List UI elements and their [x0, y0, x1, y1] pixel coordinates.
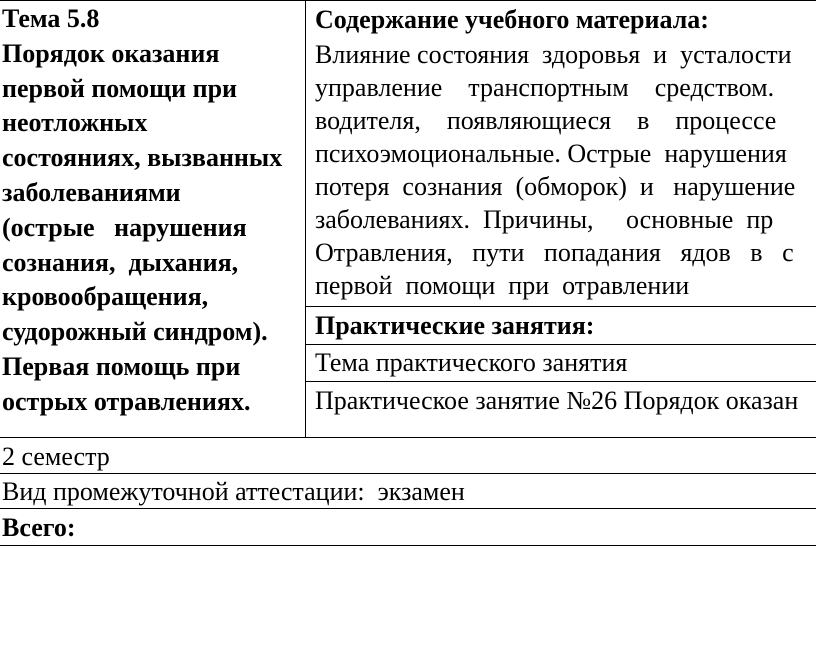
topic-line: сознания, дыхания, [2, 247, 239, 277]
content-line: первой помощи при отравлении [315, 271, 690, 300]
content-line: заболеваниях. Причины, основные пр [315, 205, 774, 234]
practice-heading: Практические занятия: [315, 311, 595, 340]
content-line: Отравления, пути попадания ядов в с [315, 238, 794, 267]
total-row: Всего: [2, 513, 76, 542]
topic-line: острых отравлениях. [2, 386, 251, 416]
topic-line: заболеваниями [2, 177, 181, 207]
topic-title [2, 2, 302, 420]
content-line: водителя, появляющиеся в процессе [315, 106, 777, 135]
row-divider-topic [306, 344, 816, 345]
topic-line: кровообращения, [2, 282, 209, 312]
row-divider-lesson [306, 381, 816, 382]
practice-topic-label: Тема практического занятия [315, 348, 628, 377]
table-top-border [0, 0, 816, 1]
row-divider-attestation [0, 473, 816, 474]
topic-line: первой помощи при [2, 73, 238, 103]
content-line: Влияние состояния здоровья и усталости [315, 40, 792, 69]
topic-line: Порядок оказания [2, 38, 220, 68]
attestation-row: Вид промежуточной аттестации: экзамен [2, 477, 465, 506]
content-heading: Содержание учебного материала: [315, 5, 709, 34]
content-line: психоэмоциональные. Острые нарушения [315, 139, 787, 168]
topic-line: (острые нарушения [2, 212, 247, 242]
semester-row: 2 семестр [2, 442, 110, 471]
content-line: управление транспортным средством. [315, 73, 775, 102]
topic-line: состояниях, вызванных [2, 143, 283, 173]
practice-lesson: Практическое занятие №26 Порядок оказан [315, 386, 799, 415]
column-divider [305, 0, 306, 437]
topic-line: Первая помощь при [2, 351, 241, 381]
topic-line: судорожный синдром). [2, 317, 268, 347]
topic-line: Тема 5.8 [2, 4, 100, 33]
content-line: потеря сознания (обморок) и нарушение [315, 172, 796, 201]
table-bottom-border [0, 545, 816, 546]
topic-line: неотложных [2, 108, 148, 138]
row-divider-practice [306, 306, 816, 307]
row-divider-semester [0, 437, 816, 438]
